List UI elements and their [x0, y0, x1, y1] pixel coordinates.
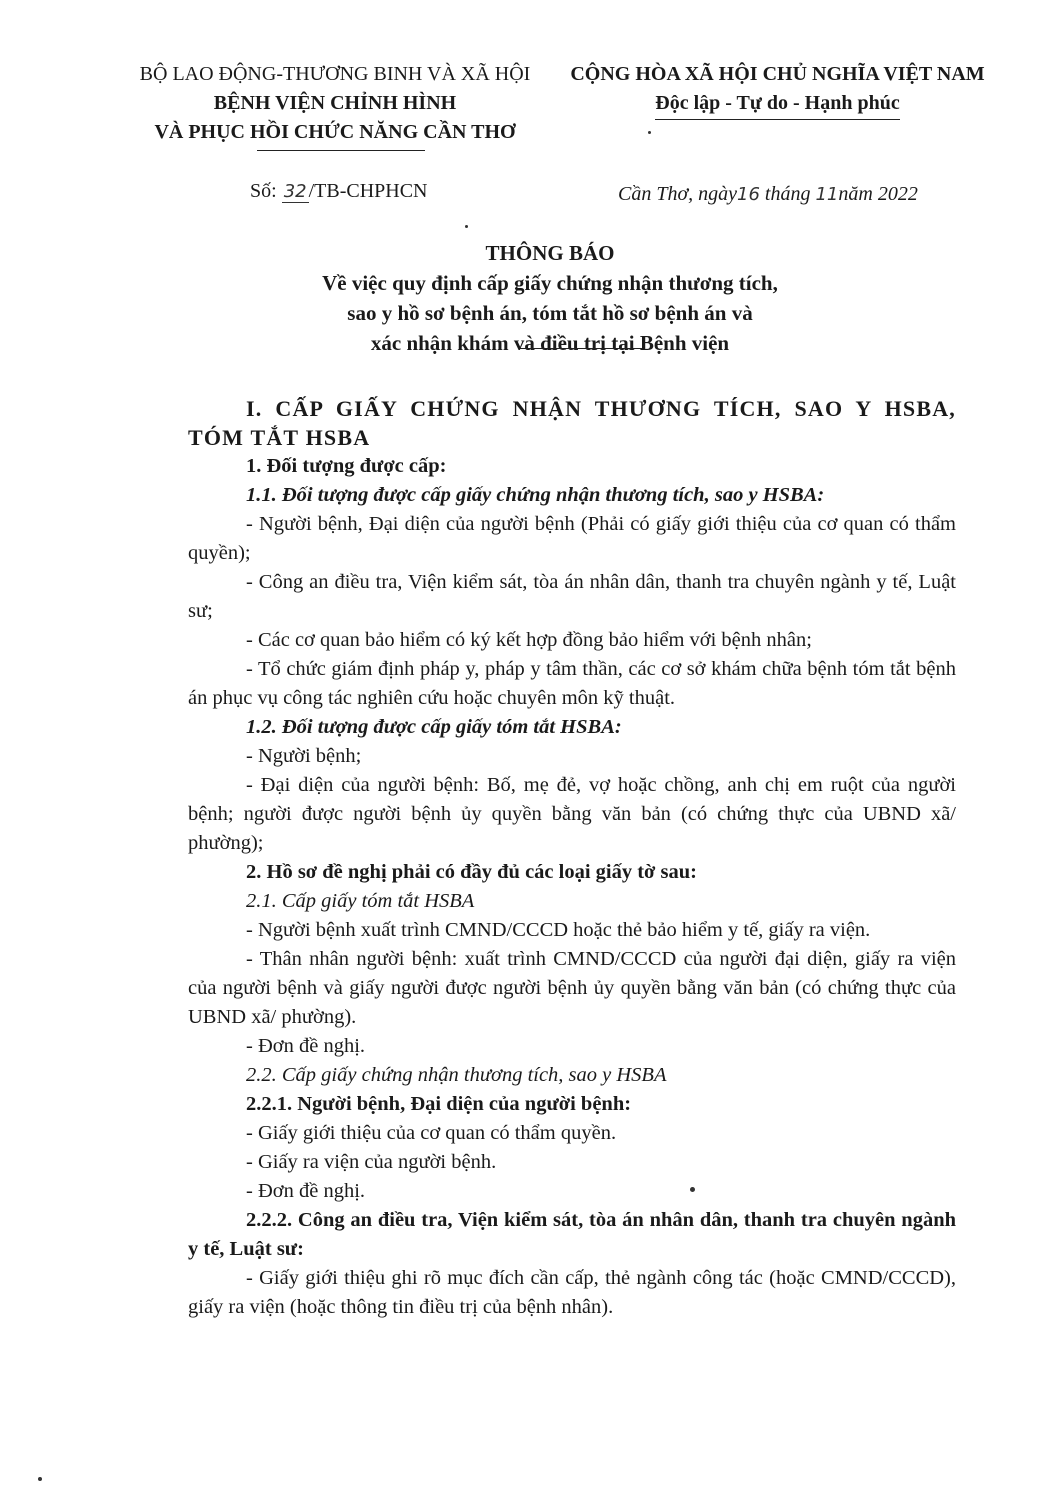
paragraph: - Tổ chức giám định pháp y, pháp y tâm thần, các cơ sở khám chữa bệnh tóm tắt bệnh án phục vụ công tác nghiên cứu hoặc chuyên môn kỹ thuật.: [188, 658, 956, 709]
date-day-handwritten: 16: [737, 184, 760, 205]
date-place: Cần Thơ, ngày: [618, 183, 738, 205]
subheading: 1.2. Đối tượng được cấp giấy tóm tắt HSBA:: [246, 716, 622, 738]
subheading: 1. Đối tượng được cấp:: [246, 455, 447, 477]
paragraph: - Đại diện của người bệnh: Bố, mẹ đẻ, vợ hoặc chồng, anh chị em ruột của người bệnh; người được người bệnh ủy quyền bằng văn bản (có chứng thực của UBND xã/ phường);: [188, 774, 956, 854]
paragraph: - Giấy giới thiệu của cơ quan có thẩm quyền.: [246, 1122, 617, 1144]
hospital-name-line2: VÀ PHỤC HỒI CHỨC NĂNG CẦN THƠ: [154, 121, 516, 143]
ministry-name: BỘ LAO ĐỘNG-THƯƠNG BINH VÀ XÃ HỘI: [139, 63, 531, 85]
section-heading: I. CẤP GIẤY CHỨNG NHẬN THƯƠNG TÍCH, SAO Y HSBA, TÓM TẮT HSBA: [188, 396, 956, 450]
date-year: năm 2022: [838, 183, 918, 205]
scan-speck: [648, 131, 651, 134]
scan-speck: [690, 1187, 695, 1192]
paragraph: - Giấy giới thiệu ghi rõ mục đích cần cấp, thẻ ngành công tác (hoặc CMND/CCCD), giấy ra viện (hoặc thông tin điều trị của bệnh nhân).: [188, 1267, 956, 1318]
issue-date: [618, 183, 918, 206]
subheading: 2.1. Cấp giấy tóm tắt HSBA: [246, 890, 475, 912]
subheading: 1.1. Đối tượng được cấp giấy chứng nhận thương tích, sao y HSBA:: [246, 484, 825, 506]
paragraph: - Người bệnh xuất trình CMND/CCCD hoặc thẻ bảo hiểm y tế, giấy ra viện.: [246, 919, 871, 941]
hospital-name-line1: BỆNH VIỆN CHỈNH HÌNH: [213, 92, 457, 114]
subheading: 2.2.1. Người bệnh, Đại diện của người bệnh:: [246, 1093, 632, 1115]
scan-speck: [38, 1477, 42, 1481]
paragraph: - Đơn đề nghị.: [246, 1035, 366, 1057]
document-body: [188, 394, 956, 1322]
title-subject-line1: Về việc quy định cấp giấy chứng nhận thương tích,: [322, 271, 778, 295]
subheading: 2. Hồ sơ đề nghị phải có đầy đủ các loại giấy tờ sau:: [246, 861, 697, 883]
doc-number-suffix: /TB-CHPHCN: [308, 180, 428, 202]
paragraph: - Người bệnh;: [246, 745, 362, 767]
header-divider: [257, 150, 425, 151]
title-main: THÔNG BÁO: [485, 241, 615, 265]
paragraph: - Thân nhân người bệnh: xuất trình CMND/CCCD của người đại diện, giấy ra viện của người bệnh và giấy người được người bệnh ủy quyền bằng văn bản (có chứng thực của UBND xã/ phường).: [188, 948, 956, 1028]
paragraph: - Người bệnh, Đại diện của người bệnh (Phải có giấy giới thiệu của cơ quan có thẩm quyền);: [188, 513, 956, 564]
paragraph: - Các cơ quan bảo hiểm có ký kết hợp đồng bảo hiểm với bệnh nhân;: [246, 629, 812, 651]
document-title: [200, 238, 900, 358]
title-divider: [520, 348, 642, 349]
national-motto: Độc lập - Tự do - Hạnh phúc: [655, 89, 899, 120]
country-name: CỘNG HÒA XÃ HỘI CHỦ NGHĨA VIỆT NAM: [570, 63, 985, 85]
paragraph: - Giấy ra viện của người bệnh.: [246, 1151, 497, 1173]
date-month-label: tháng: [759, 183, 816, 205]
national-header: [555, 60, 1000, 120]
title-subject-line2: sao y hồ sơ bệnh án, tóm tắt hồ sơ bệnh án và: [347, 301, 753, 325]
title-subject-line3: xác nhận khám và điều trị tại Bệnh viện: [370, 331, 730, 355]
issuer-header: [130, 60, 540, 147]
doc-number-handwritten: 32: [283, 181, 307, 202]
paragraph: - Đơn đề nghị.: [246, 1180, 366, 1202]
document-number: [250, 180, 428, 203]
doc-number-prefix: Số:: [250, 180, 282, 202]
subheading: 2.2.2. Công an điều tra, Viện kiểm sát, tòa án nhân dân, thanh tra chuyên ngành y tế, Luật sư:: [188, 1209, 956, 1260]
scan-speck: [465, 225, 468, 228]
paragraph: - Công an điều tra, Viện kiểm sát, tòa án nhân dân, thanh tra chuyên ngành y tế, Luật sư;: [188, 571, 956, 622]
date-month-handwritten: 11: [815, 184, 839, 205]
subheading: 2.2. Cấp giấy chứng nhận thương tích, sao y HSBA: [246, 1064, 667, 1086]
